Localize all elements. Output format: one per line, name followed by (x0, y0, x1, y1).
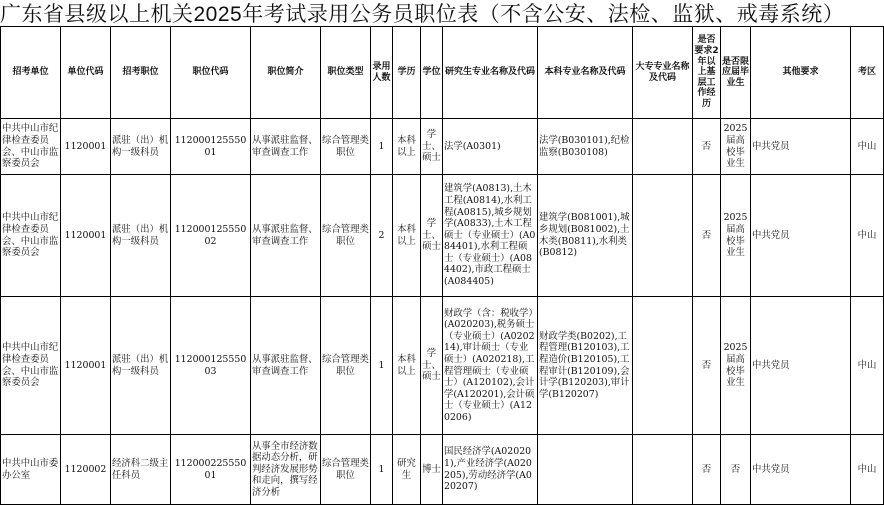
cell-college (633, 175, 693, 297)
cell-undergrad: 财政学类(B0202),工程管理(B120103),工程造价(B120105),工程审计(B120109),会计学(B120203),审计学(B120207) (538, 297, 633, 435)
cell-other: 中共党员 (751, 297, 851, 435)
cell-position-code: 11200012555003 (171, 297, 251, 435)
cell-type: 综合管理类职位 (321, 175, 371, 297)
positions-table (0, 26, 884, 505)
cell-other: 中共党员 (751, 119, 851, 175)
cell-other: 中共党员 (751, 175, 851, 297)
cell-edu: 本科以上 (393, 297, 421, 435)
cell-degree: 学士、硕士 (421, 297, 443, 435)
cell-position: 派驻（出）机构一级科员 (111, 297, 171, 435)
cell-fresh: 2025届高校毕业生 (721, 175, 751, 297)
cell-intro: 从事派驻监督、审查调查工作 (251, 175, 321, 297)
cell-grassroots: 否 (693, 119, 721, 175)
table-row (1, 175, 884, 297)
header-college: 大专专业名称及代码 (633, 27, 693, 119)
cell-intro: 从事派驻监督、审查调查工作 (251, 119, 321, 175)
cell-count: 1 (371, 435, 393, 505)
cell-college (633, 119, 693, 175)
cell-unit: 中共中山市纪律检查委员会、中山市监察委员会 (1, 119, 61, 175)
table-row (1, 297, 884, 435)
cell-position: 派驻（出）机构一级科员 (111, 175, 171, 297)
cell-edu: 本科以上 (393, 119, 421, 175)
cell-unit: 中共中山市委办公室 (1, 435, 61, 505)
header-position-code: 职位代码 (171, 27, 251, 119)
header-intro: 职位简介 (251, 27, 321, 119)
cell-undergrad (538, 435, 633, 505)
cell-grassroots: 否 (693, 435, 721, 505)
cell-unit: 中共中山市纪律检查委员会、中山市监察委员会 (1, 175, 61, 297)
header-grad: 研究生专业名称及代码 (443, 27, 538, 119)
cell-grassroots: 否 (693, 175, 721, 297)
header-position: 招考职位 (111, 27, 171, 119)
cell-unit-code: 1120001 (61, 119, 111, 175)
cell-grassroots: 否 (693, 297, 721, 435)
cell-undergrad: 建筑学(B081001),城乡规划(B081002),土木类(B0811),水利类(B0812) (538, 175, 633, 297)
cell-other: 中共党员 (751, 435, 851, 505)
header-type: 职位类型 (321, 27, 371, 119)
cell-degree: 学士、硕士 (421, 119, 443, 175)
header-undergrad: 本科专业名称及代码 (538, 27, 633, 119)
cell-unit: 中共中山市纪律检查委员会、中山市监察委员会 (1, 297, 61, 435)
header-unit: 招考单位 (1, 27, 61, 119)
page-title: 广东省县级以上机关2025年考试录用公务员职位表（不含公安、法检、监狱、戒毒系统） (0, 3, 845, 26)
header-edu: 学历 (393, 27, 421, 119)
cell-grad: 建筑学(A0813),土木工程(A0814),水利工程(A0815),城乡规划学(A0833),土木工程硕士（专业硕士）(A084401),水利工程硕士（专业硕士）(A084402),市政工程硕士(A084405) (443, 175, 538, 297)
cell-area: 中山 (851, 175, 884, 297)
cell-type: 综合管理类职位 (321, 297, 371, 435)
cell-position: 派驻（出）机构一级科员 (111, 119, 171, 175)
cell-edu: 研究生 (393, 435, 421, 505)
cell-college (633, 297, 693, 435)
cell-degree: 博士 (421, 435, 443, 505)
cell-position-code: 11200022555001 (171, 435, 251, 505)
cell-college (633, 435, 693, 505)
header-grassroots: 是否要求2年以上基层工作经历 (693, 27, 721, 119)
cell-grad: 国民经济学(A020201),产业经济学(A020205),劳动经济学(A020207) (443, 435, 538, 505)
cell-fresh: 2025届高校毕业生 (721, 119, 751, 175)
cell-undergrad: 法学(B030101),纪检监察(B030108) (538, 119, 633, 175)
header-row (1, 27, 884, 119)
header-area: 考区 (851, 27, 884, 119)
cell-unit-code: 1120001 (61, 297, 111, 435)
cell-degree: 学士、硕士 (421, 175, 443, 297)
header-count: 录用人数 (371, 27, 393, 119)
header-other: 其他要求 (751, 27, 851, 119)
cell-grad: 法学(A0301) (443, 119, 538, 175)
cell-area: 中山 (851, 119, 884, 175)
table-row (1, 119, 884, 175)
cell-fresh: 否 (721, 435, 751, 505)
cell-edu: 本科以上 (393, 175, 421, 297)
cell-unit-code: 1120002 (61, 435, 111, 505)
cell-position-code: 11200012555001 (171, 119, 251, 175)
cell-intro: 从事派驻监督、审查调查工作 (251, 297, 321, 435)
cell-fresh: 2025届高校毕业生 (721, 297, 751, 435)
cell-count: 1 (371, 297, 393, 435)
cell-area: 中山 (851, 435, 884, 505)
header-degree: 学位 (421, 27, 443, 119)
cell-unit-code: 1120001 (61, 175, 111, 297)
header-fresh: 是否限应届毕业生 (721, 27, 751, 119)
cell-position-code: 11200012555002 (171, 175, 251, 297)
table-row (1, 435, 884, 505)
cell-grad: 财政学（含：税收学）(A020203),税务硕士（专业硕士）(A020214),审计硕士（专业硕士）(A020218),工程管理硕士（专业硕士）(A120102),会计学(A120201),会计硕士（专业硕士）(A120206) (443, 297, 538, 435)
cell-count: 2 (371, 175, 393, 297)
header-unit-code: 单位代码 (61, 27, 111, 119)
cell-count: 1 (371, 119, 393, 175)
cell-type: 综合管理类职位 (321, 119, 371, 175)
cell-type: 综合管理类职位 (321, 435, 371, 505)
cell-position: 经济科二级主任科员 (111, 435, 171, 505)
cell-area: 中山 (851, 297, 884, 435)
cell-intro: 从事全市经济数据动态分析，研判经济发展形势和走向，撰写经济分析 (251, 435, 321, 505)
